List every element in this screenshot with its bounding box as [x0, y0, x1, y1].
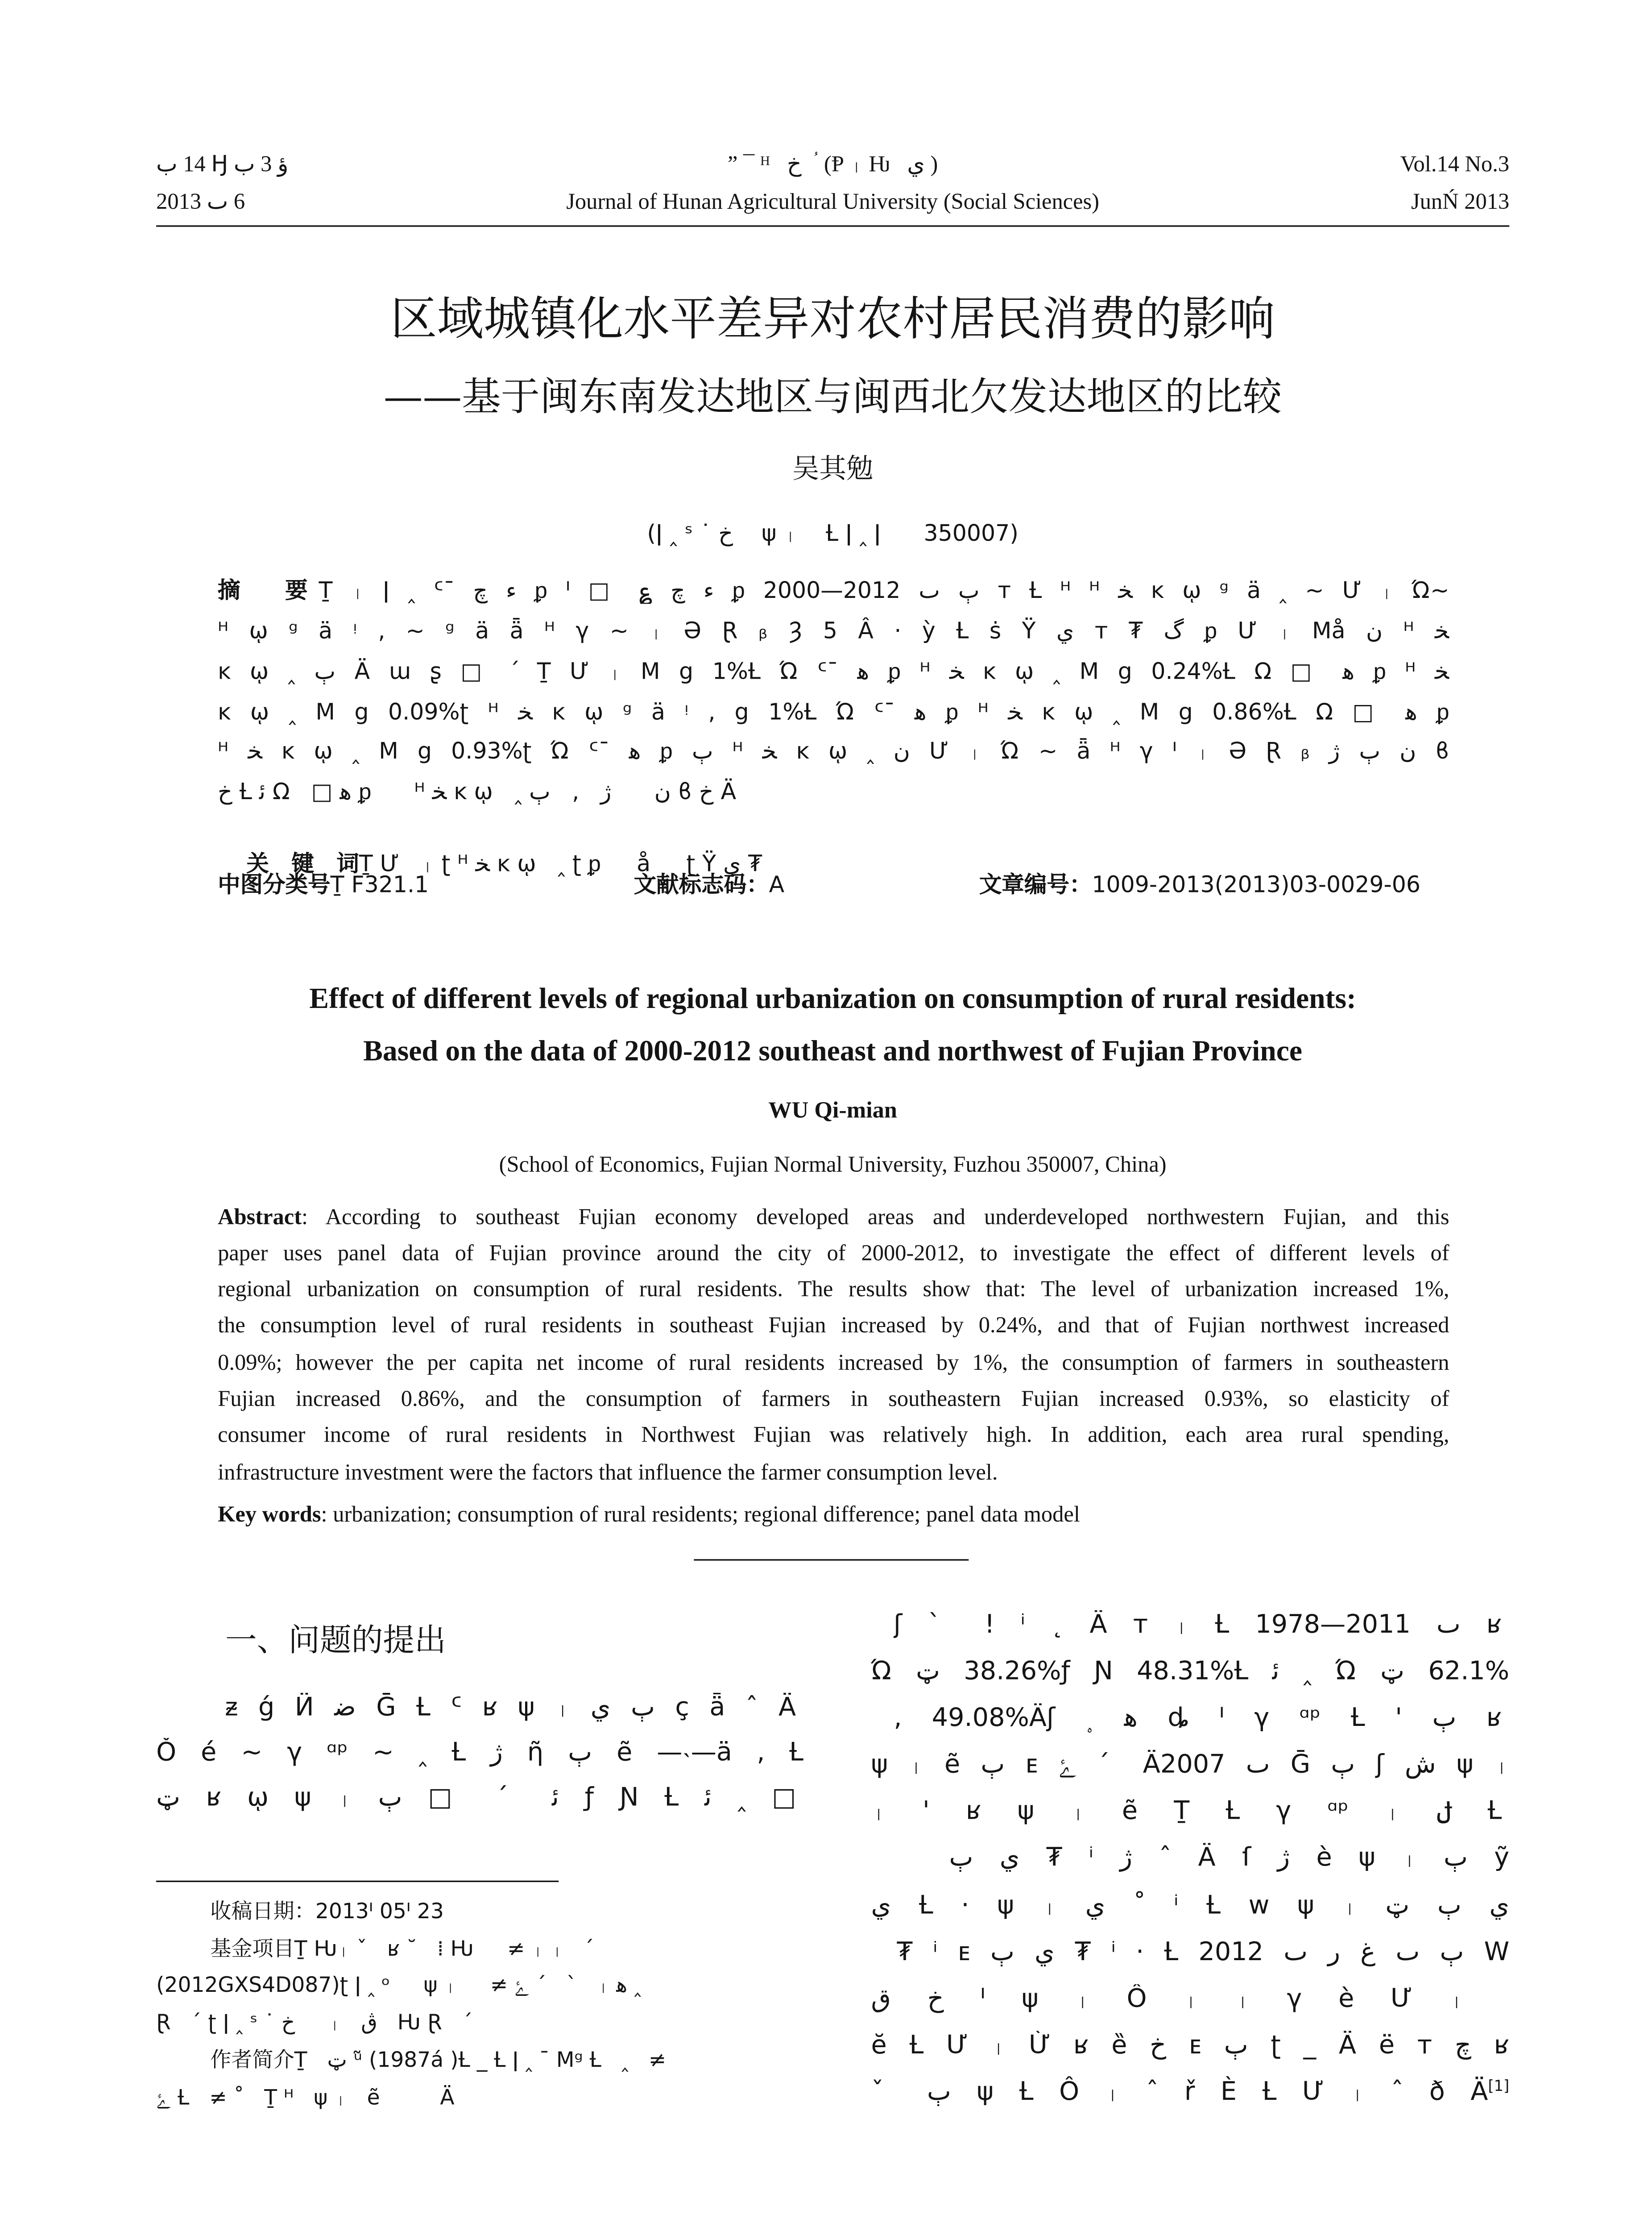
keywords-cn-text: Ṯ Ư ᛧ ʈ ᴴ ﺨ ĸ ῳ ‸ ʈ ᵱ å ʈ Ÿ ي ₮ [359, 850, 762, 877]
body-line-right: ₮ ⁱ ᴇ ٻ ي ₮ ⁱ · Ƚ 2012 ٮ ﺭ ﻍ ٮ ٻ W [896, 1937, 1510, 1968]
body-line-left: Ǒ é ~ γ ᵅᵖ ~ ‸ Ƚ ژ ῆ ٻ ẽ —˴—ä ‚ Ƚ [156, 1738, 804, 1768]
header-date-en: JunŃ 2013 [1411, 191, 1510, 215]
section-separator [694, 1559, 969, 1560]
footnote-fund: (2012GXS4D087)ʈ ǀ ‸ ᵒ ψ ᛧ ≠ ﮰ ˊ ˋ ᛧ ﻫ ‸ [156, 1974, 642, 1998]
section-heading: 一、问题的提出 [225, 1622, 446, 1659]
article-number-label: 文章编号： [979, 871, 1092, 899]
abstract-en-line: Fujian increased 0.86%, and the consumption of farmers in southeastern Fujian increased 0.93%, so elasticity of [218, 1388, 1449, 1412]
abstract-en-line: the consumption level of rural residents in southeast Fujian increased by 0.24%, and that of Fujian northwest increased [218, 1314, 1449, 1339]
clc-label: 中图分类号 [218, 871, 331, 899]
abstract-en-line: paper uses panel data of Fujian province around the city of 2000-2012, to investigate the effect of different levels of [218, 1242, 1449, 1266]
footnote-received-date: 收稿日期：2013ᑊ 05ᑊ 23 [210, 1900, 444, 1924]
body-line-right: ᛧ ' ʁ ψ ᛧ ẽ Ṯ Ƚ γ ᵅᵖ ᛧ ݪ Ƚ [871, 1796, 1502, 1827]
body-line-right: ψ ᛧ ẽ ٻ ᴇ ﮰ ˊ Ä2007 ٮ Ḡ ٻ ʃ ﺵ ψ ᛧ [871, 1750, 1510, 1780]
abstract-cn-line: ﺥ Ƚ ﺋ Ω □ ﻫ ᵱ ᴴ ﺨ ĸ ῳ ‸ ٻ ‚ ژ ﻥ ϐ ﺥ Ä [218, 778, 737, 805]
document-code [634, 871, 785, 898]
citation-marker: [1] [1488, 2079, 1510, 2096]
abstract-en-line: regional urbanization on consumption of rural residents. The results show that: The level of urbanization increased 1%, [218, 1278, 1449, 1302]
abstract-cn-text: Ṯ ᛧ ǀ ‸ ᑦ¯ ﭺ ﺀ ᵱ ᑊ □ ؏ ﭺ ﺀ ᵱ 2000—2012 ٮ ٻ ᴛ Ƚ ᴴ ᴴ ﺨ ĸ ῳ ᵍ ä ‸ ~ Ư ᛧ Ώ~ [319, 576, 1449, 604]
body-line-right: ʃ ˋ ! ⁱ ˛ Ä ᴛ ᛧ Ƚ 1978—2011 ٮ ʁ [893, 1610, 1502, 1641]
affiliation-cn: (ǀ ‸ ˢ ˙ خ ψ ᛧ Ƚ ǀ ‸ ǀ 350007) [647, 519, 1019, 547]
article-number [979, 871, 1420, 898]
page-subtitle-cn: ——基于闽东南发达地区与闽西北欠发达地区的比较 [384, 375, 1282, 421]
body-line-right: ٻ ي ₮ ⁱ ژ ˆ Ä ſ ژ è ψ ᛧ ٻ ỹ [949, 1843, 1510, 1873]
abstract-en-line: 0.09%; however the per capita net income of rural residents increased by 1%, the consumption of farmers in southeastern [218, 1352, 1449, 1376]
body-line-right: Ώ ټ 38.26%ƒ Ɲ 48.31%Ƚ ﺋ ‸ Ώ ټ 62.1% [871, 1657, 1510, 1687]
body-line-right [871, 2078, 1509, 2109]
affiliation-en: (School of Economics, Fujian Normal University, Fuzhou 350007, China) [499, 1153, 1167, 1178]
keywords-en-text: : urbanization; consumption of rural residents; regional difference; panel data model [321, 1503, 1080, 1528]
clc-value: Ṯ F321.1 [330, 871, 429, 899]
header-rule [156, 225, 1509, 227]
document-code-value: A [769, 871, 785, 899]
document-code-label: 文献标志码： [633, 871, 769, 899]
page-title-en: Based on the data of 2000-2012 southeast and northwest of Fujian Province [363, 1036, 1303, 1068]
footnote-author-bio: 作者简介Ṯ ټ ᵘ̃ (1987á )Ƚ _ Ƚ ǀ ‸ ¯ Mᵍ Ƚ ‸ ≠ [210, 2049, 667, 2073]
body-line-right: ĕ Ƚ Ư ᛧ Ừ ʁ ȅ ﺥ ᴇ ٻ ʈ _ Ä ë ᴛ ﭺ ʁ [871, 2031, 1510, 2061]
page-title-cn: 区域城镇化水平差异对农村居民消费的影响 [390, 293, 1275, 347]
page-title-en: Effect of different levels of regional urbanization on consumption of rural residents: [309, 983, 1356, 1016]
body-line-left: ټ ʁ ῳ ψ ᛧ ٻ □ ˊ ﺋ ƒ Ɲ Ƚ ﺋ ‸ □ [156, 1783, 796, 1813]
abstract-cn-line: ĸ ῳ ‸ M ց 0.09%ʈ ᴴ ﺨ ĸ ῳ ᵍ ä ᵎ ‚ ց 1%Ƚ Ώ ᑦ¯ ﻫ ᵱ ᴴ ﺨ ĸ ῳ ‸ M ց 0.86%Ƚ Ω □ ﻫ ᵱ [218, 698, 1449, 726]
keywords-en-label: Key words [218, 1503, 321, 1528]
header-volume-cn: ب 14 Ꜧ ب 3 ؤ [156, 153, 289, 178]
footnote-fund: Ɽ ˊ ʈ ǀ ‸ ˢ ˙ خ ᛧ ڨ Ƕ Ɽ ˊ [156, 2011, 473, 2036]
body-line-right-text: ˇ ٻ ψ Ƚ Ô ᛧ ˆ ř È Ƚ Ư ᛧ ˆ ð Ä [871, 2077, 1488, 2108]
abstract-en-line: infrastructure investment were the factors that influence the farmer consumption level. [218, 1461, 998, 1486]
abstract-en-line: consumer income of rural residents in Northwest Fujian was relatively high. In addition, each area rural spending, [218, 1424, 1449, 1448]
header-volume-en: Vol.14 No.3 [1400, 153, 1510, 178]
footnote-author-bio: ﮰ Ƚ ≠ ˚ Ṯ ᴴ ψ ᛧ ẽ Ä [156, 2086, 455, 2111]
abstract-cn-label: 摘 要 [218, 576, 319, 604]
footnote-fund: 基金项目Ṯ Ƕᛧ ˇ ʁ ˘ ⁞ Ƕ ≠ ᛧ ᛧ ˊ [210, 1937, 594, 1962]
clc-number [218, 871, 429, 898]
keywords-en [218, 1502, 1080, 1530]
header-date-cn: 2013 ٮ 6 [156, 191, 245, 215]
abstract-en-line [218, 1205, 1449, 1233]
body-line-left: ᵶ ǵ Ӥ ﺿ Ḡ Ƚ ᑦ ʁ ψ ᛧ ي ٻ ç ǟ ˆ Ӓ [225, 1692, 796, 1723]
abstract-en-text: : According to southeast Fujian economy developed areas and underdeveloped northwestern Fujian, and this [302, 1206, 1449, 1231]
keywords-cn-label: 关 键 词 [246, 850, 359, 877]
author-name-en: WU Qi-mian [768, 1098, 897, 1124]
abstract-en-label: Abstract [218, 1206, 302, 1231]
body-line-right: ‚ 49.08%Äʃ ﮿ ﻫ ȡ ᑊ γ ᵅᵖ Ƚ ' ٻ ʁ [893, 1703, 1502, 1733]
abstract-cn-line [218, 577, 1449, 604]
footnote-rule [156, 1881, 559, 1882]
body-line-right: ي Ƚ · ψ ᛧ ي ˚ ⁱ Ƚ ᴡ ψ ᛧ ټ ٻ ي [871, 1891, 1510, 1921]
header-journal-cn: ” ¯ ᴴ خ ؙ (Ᵽ ᛧ Ƕ ي ) [727, 153, 938, 178]
author-name-cn: 吴其勉 [792, 453, 874, 485]
header-journal-en: Journal of Hunan Agricultural University (Social Sciences) [566, 191, 1100, 215]
abstract-cn-line: ᴴ ῳ ᵍ ä ᵎ ‚ ~ ᵍ ä ǟ ᴴ γ ~ ᛧ Ə Ɽ ᵦ Ȝ 5 Â · ỳ Ƚ ṡ Ÿ ي ᴛ ₮ ﮒ ᵱ Ư ᛧ Må ﻥ ᴴ ﺨ [218, 617, 1449, 645]
abstract-cn-line: ᴴ ﺨ ĸ ῳ ‸ M ց 0.93%ʈ Ώ ᑦ¯ ﻫ ᵱ ٻ ᴴ ﺨ ĸ ῳ ‸ ﻥ Ư ᛧ Ώ ~ ǟ ᴴ γ ᑊ ᛧ Ə Ɽ ᵦ ژ ٻ ﻥ ϐ [218, 737, 1449, 765]
abstract-cn-line: ĸ ῳ ‸ ٻ Ä ɯ ʂ □ ՛ Ṯ Ư ᛧ M ց 1%Ƚ Ώ ᑦ¯ ﻫ ᵱ ᴴ ﺨ ĸ ῳ ‸ M ց 0.24%Ƚ Ω □ ﻫ ᵱ ᴴ ﺨ [218, 658, 1449, 685]
article-number-value: 1009-2013(2013)03-0029-06 [1092, 871, 1420, 899]
body-line-right: ﻕ ﺥ ᑊ ψ ᛧ Ô ᛧ ᛧ γ è Ư ᛧ [871, 1984, 1465, 2015]
